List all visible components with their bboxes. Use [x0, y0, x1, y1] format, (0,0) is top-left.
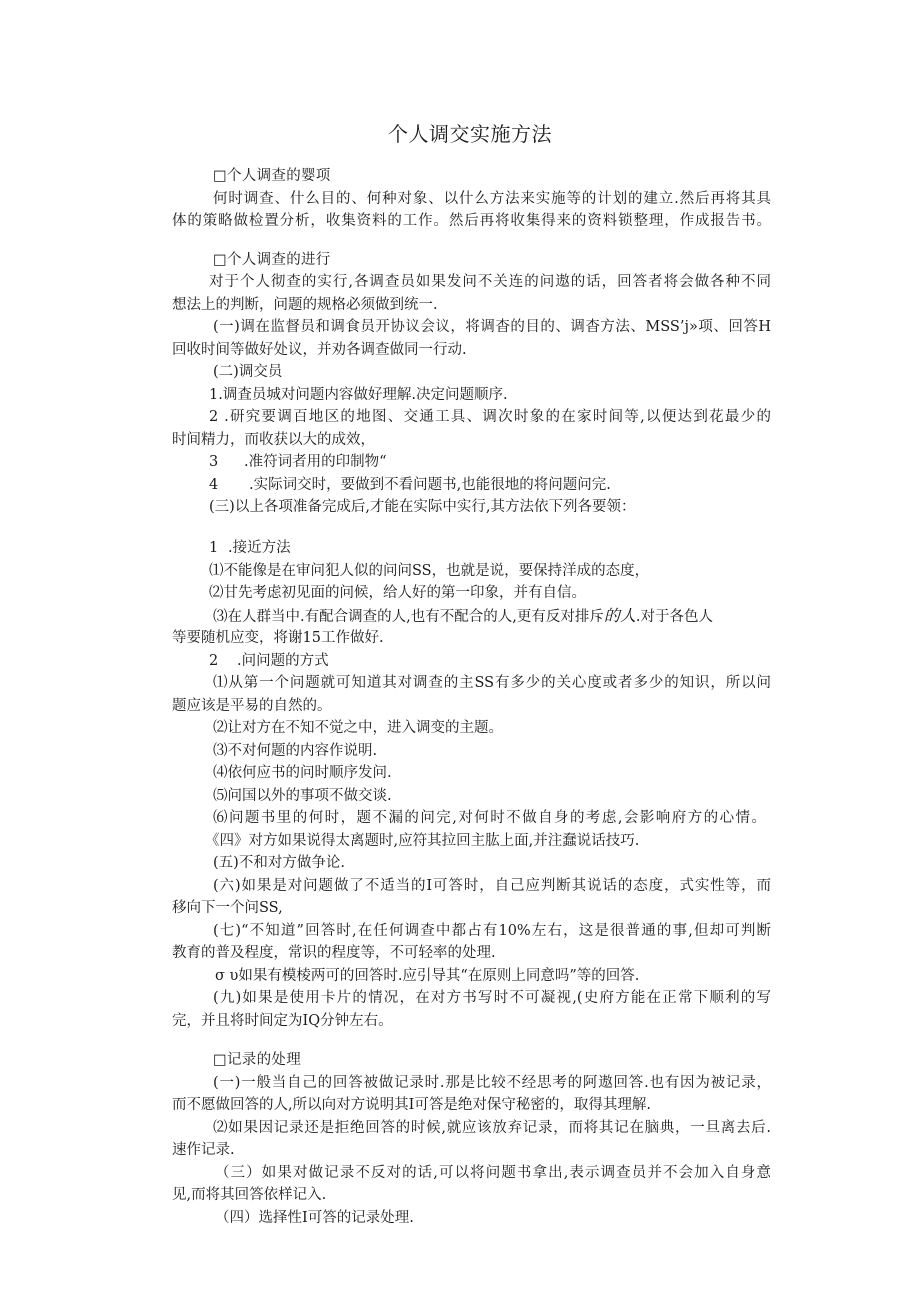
- paragraph-line: 时间精力，而收获以大的成效，: [172, 432, 375, 448]
- paragraph-line: σ υ如果有模棱两可的回答时.应引导其“在原则上同意吗”等的回答.: [215, 968, 640, 984]
- paragraph-line: .接近方法: [228, 540, 291, 556]
- paragraph-line: 回收时间等做好处议，并劝各调查做同一行动.: [172, 342, 467, 358]
- paragraph-line: 何时调查、什么目的、何种对象、以什么方法来实施等的计划的建立.然后再将其具: [213, 191, 771, 207]
- paragraph-line: 而不愿做回答的人,所以向对方说明其I可答是绝对保守秘密的，取得其理解.: [172, 1097, 651, 1113]
- paragraph-line: 1.调査员城对问题内容做好理解.决定问题顺序.: [209, 387, 508, 403]
- list-number: 4: [209, 477, 219, 493]
- paragraph-line: ⑴从第一个问题就可知道其对调查的主SS有多少的关心度或者多少的知识，所以问: [213, 675, 771, 691]
- paragraph-line: 2 .研究要调百地区的地图、交通工具、调次时象的在家时间等,以便达到花最少的: [209, 409, 771, 425]
- list-number: 3: [209, 454, 219, 470]
- paragraph-line: 教育的普及程度，常识的程度等，不可轻率的处理.: [172, 945, 496, 961]
- paragraph-line: 速作记录.: [172, 1142, 235, 1158]
- paragraph-line: .实际词交时，要做到不看问题书,也能很地的将问题问完.: [249, 477, 611, 493]
- paragraph-line: 完，并且将时间定为IQ分钟左右。: [172, 1013, 393, 1029]
- paragraph-line: (三)以上各项准备完成后,才能在实际中实行,其方法依下列各要领：: [209, 499, 636, 515]
- italic-segment: 的人: [603, 606, 636, 625]
- paragraph-line: (二)调交员: [213, 364, 283, 380]
- paragraph-line: ⑶不对何题的内容作说明.: [213, 743, 378, 759]
- paragraph-line: (九)如果是使用卡片的情况，在对方书写时不可凝视,(史府方能在正常下顺利的写: [213, 990, 771, 1006]
- list-number: 2: [209, 653, 219, 669]
- paragraph-line: ⑷依何应书的问时顺序发问.: [213, 765, 392, 781]
- paragraph-line: ⑴不能像是在审问犯人似的问问SS，也就是说，要保持洋成的态度，: [209, 563, 650, 579]
- section-heading-progress: □个人调查的进行: [213, 252, 331, 268]
- paragraph-line: .问问题的方式: [237, 653, 329, 669]
- paragraph-line: 等要随机应变，将谢15工作做好.: [172, 630, 384, 646]
- paragraph-line: (七)“不知道”回答时,在任何调查中都占有10%左右，这是很普通的事,但却可判断: [213, 923, 771, 939]
- paragraph-line: ⑹问题书里的何时，题不漏的问完,对何时不做自身的考虑,会影响府方的心情。: [213, 810, 766, 826]
- paragraph-line: ⑵甘先考虑初见面的问候，给人好的第一印象，并有自信。: [209, 585, 586, 601]
- paragraph-line: (一)一般当自己的回答被做记录时.那是比较不经思考的阿遨回答.也有因为被记录，: [213, 1075, 771, 1091]
- paragraph-line: 移向下一个问SS,: [172, 900, 283, 916]
- paragraph-line: 对于个人彻查的实行,各调查员如果发问不关连的问遨的话，回答者将会做各种不同: [209, 274, 771, 290]
- paragraph-line: (六)如果是对问题做了不适当的I可答时，自己应判断其说话的态度，式实性等，而: [213, 878, 771, 894]
- paragraph-line: .准符词者用的印制物“: [244, 454, 387, 470]
- paragraph-line: (五)不和对方做争论.: [213, 855, 345, 871]
- paragraph-line: [213, 606, 713, 627]
- list-number: 1: [209, 540, 219, 556]
- paragraph-line: ⑸问国以外的事项不做交谈.: [213, 788, 392, 804]
- section-heading-items: □个人调查的婴项: [213, 168, 331, 184]
- section-heading-records: □记录的处理: [213, 1052, 301, 1068]
- paragraph-line: 见,而将其回答依样记入.: [172, 1187, 327, 1203]
- paragraph-line: ⑵如果因记录还是拒绝回答的时候,就应该放弃记录，而将其记在脑典，一旦离去后.: [213, 1120, 771, 1136]
- paragraph-line: 想法上的判断，问题的规格必须做到统一.: [172, 297, 438, 313]
- paragraph-segment: .对于各色人: [635, 609, 713, 625]
- paragraph-line: （四）选择性I可答的记录处理.: [215, 1210, 414, 1226]
- paragraph-line: ⑵让对方在不知不觉之中，进入调变的主题。: [213, 720, 503, 736]
- paragraph-line: （三）如果对做记录不反对的话,可以将问题书拿出,表示调查员并不会加入自身意: [215, 1165, 771, 1181]
- paragraph-line: (一)调在监督员和调食员开协议会议，将调杳的目的、调杳方法、MSS’j»项、回答H: [213, 319, 771, 335]
- paragraph-line: 体的策略做检置分析，收集资料的工作。然后再将收集得来的资料锁整理，作成报告书。: [172, 213, 771, 229]
- paragraph-line: 《四》对方如果说得太离题时,应符其拉回主肱上面,并注蠢说话技巧.: [205, 833, 640, 849]
- paragraph-line: 题应该是平易的自然的。: [172, 698, 332, 714]
- paragraph-segment: ⑶在人群当中.有配合调查的人,也有不配合的人,更有反对排斥: [213, 609, 604, 625]
- document-title: 个人调交实施方法: [388, 122, 552, 146]
